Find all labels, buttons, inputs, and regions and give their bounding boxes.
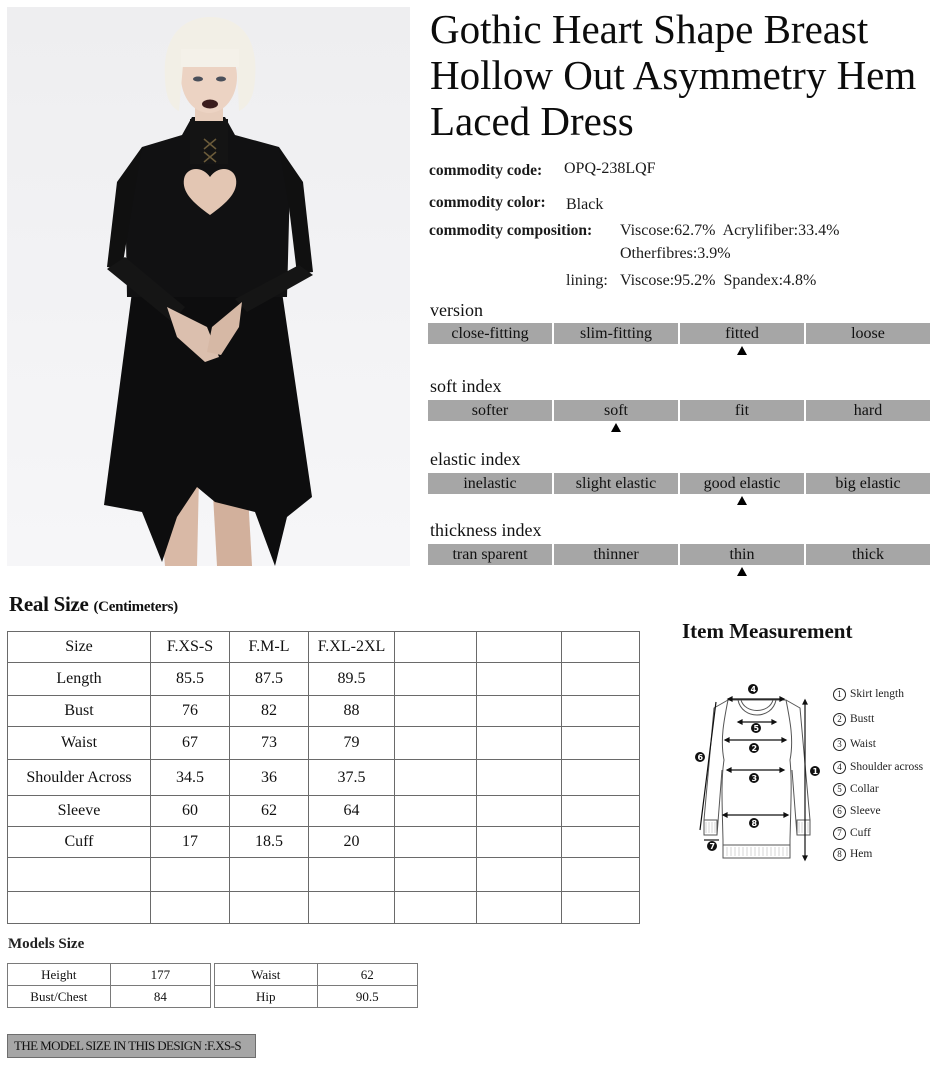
table-cell: 87.5 — [230, 663, 309, 696]
commodity-color-value: Black — [566, 196, 604, 213]
index-option: big elastic — [806, 473, 930, 494]
selected-indicator-icon — [611, 423, 621, 432]
legend-item — [833, 827, 871, 840]
measurement-label: Hip — [215, 986, 318, 1008]
table-cell — [309, 858, 395, 892]
table-row — [8, 858, 640, 892]
table-cell: Shoulder Across — [8, 760, 151, 796]
table-row — [8, 696, 640, 727]
table-cell: 36 — [230, 760, 309, 796]
models-size-title: Models Size — [8, 936, 85, 952]
lining-value: Viscose:95.2% Spandex:4.8% — [620, 272, 817, 289]
composition-line-2: Otherfibres:3.9% — [620, 245, 731, 262]
index-option: hard — [806, 400, 930, 421]
table-row — [8, 663, 640, 696]
legend-label: Sleeve — [850, 805, 881, 817]
garment-measurement-diagram — [690, 680, 825, 865]
table-cell: 37.5 — [309, 760, 395, 796]
table-cell: 64 — [309, 796, 395, 827]
svg-text:2: 2 — [751, 744, 758, 753]
size-table — [7, 631, 640, 924]
table-cell — [395, 632, 477, 663]
table-cell — [395, 696, 477, 727]
table-cell: 88 — [309, 696, 395, 727]
table-cell: 67 — [151, 727, 230, 760]
table-cell: F.M-L — [230, 632, 309, 663]
measurement-label: Bust/Chest — [8, 986, 111, 1008]
table-row — [8, 727, 640, 760]
measurement-value: 62 — [317, 964, 418, 986]
index-option: close-fitting — [428, 323, 552, 344]
table-cell — [562, 632, 640, 663]
index-scale-bar — [428, 544, 930, 565]
item-measurement-title: Item Measurement — [682, 619, 853, 643]
table-cell — [151, 858, 230, 892]
svg-text:6: 6 — [697, 753, 704, 762]
svg-text:3: 3 — [751, 774, 758, 783]
selected-indicator-icon — [737, 496, 747, 505]
table-row — [8, 827, 640, 858]
index-scale-bar — [428, 473, 930, 494]
table-cell — [395, 827, 477, 858]
legend-item — [833, 848, 872, 861]
table-cell: 85.5 — [151, 663, 230, 696]
table-cell — [395, 858, 477, 892]
table-cell — [477, 696, 562, 727]
table-cell — [395, 796, 477, 827]
table-row — [8, 760, 640, 796]
index-option: thinner — [554, 544, 678, 565]
commodity-composition-label: commodity composition: — [429, 222, 593, 239]
models-size-table-right — [214, 963, 418, 1008]
table-cell: 82 — [230, 696, 309, 727]
index-option: fitted — [680, 323, 804, 344]
models-size-table-left — [7, 963, 211, 1008]
table-cell: F.XL-2XL — [309, 632, 395, 663]
commodity-code-label: commodity code: — [429, 162, 543, 179]
legend-item — [833, 688, 904, 701]
index-option: tran sparent — [428, 544, 552, 565]
table-cell — [8, 892, 151, 924]
table-cell — [230, 858, 309, 892]
table-cell: 89.5 — [309, 663, 395, 696]
size-table-header — [8, 632, 640, 663]
table-cell: Size — [8, 632, 151, 663]
table-cell — [562, 796, 640, 827]
table-row — [8, 964, 211, 986]
table-cell: Cuff — [8, 827, 151, 858]
table-cell: 60 — [151, 796, 230, 827]
legend-label: Collar — [850, 783, 879, 795]
table-cell — [562, 696, 640, 727]
table-cell — [477, 827, 562, 858]
measurement-label: Height — [8, 964, 111, 986]
index-title: thickness index — [430, 520, 542, 540]
table-cell — [477, 760, 562, 796]
table-row — [8, 986, 211, 1008]
table-cell: Waist — [8, 727, 151, 760]
number-circle-icon: 1 — [833, 688, 846, 701]
index-option: thin — [680, 544, 804, 565]
table-cell — [562, 892, 640, 924]
index-option: slight elastic — [554, 473, 678, 494]
table-cell — [477, 892, 562, 924]
table-cell — [477, 796, 562, 827]
table-cell: 79 — [309, 727, 395, 760]
product-photo — [7, 7, 410, 566]
table-cell — [562, 663, 640, 696]
table-row — [215, 964, 418, 986]
legend-item — [833, 713, 874, 726]
index-option: thick — [806, 544, 930, 565]
index-option: fit — [680, 400, 804, 421]
product-title: Gothic Heart Shape Breast Hollow Out Asymmetry Hem Laced Dress — [430, 6, 917, 144]
table-cell — [562, 858, 640, 892]
index-option: softer — [428, 400, 552, 421]
model-size-banner: THE MODEL SIZE IN THIS DESIGN :F.XS-S — [7, 1034, 256, 1058]
table-row — [215, 986, 418, 1008]
number-circle-icon: 3 — [833, 738, 846, 751]
table-cell: F.XS-S — [151, 632, 230, 663]
number-circle-icon: 2 — [833, 713, 846, 726]
index-scale-bar — [428, 400, 930, 421]
table-cell — [477, 727, 562, 760]
svg-text:5: 5 — [753, 724, 760, 733]
table-cell — [477, 858, 562, 892]
index-option: good elastic — [680, 473, 804, 494]
table-cell — [395, 727, 477, 760]
legend-item — [833, 761, 923, 774]
table-cell: Bust — [8, 696, 151, 727]
index-option: loose — [806, 323, 930, 344]
legend-label: Skirt length — [850, 688, 904, 700]
table-cell — [562, 827, 640, 858]
svg-text:7: 7 — [709, 842, 716, 851]
index-option: soft — [554, 400, 678, 421]
table-cell: 76 — [151, 696, 230, 727]
table-cell — [477, 632, 562, 663]
number-circle-icon: 8 — [833, 848, 846, 861]
legend-item — [833, 738, 876, 751]
number-circle-icon: 6 — [833, 805, 846, 818]
measurement-value: 177 — [110, 964, 210, 986]
index-option: slim-fitting — [554, 323, 678, 344]
table-cell: 17 — [151, 827, 230, 858]
svg-text:1: 1 — [812, 767, 819, 776]
legend-label: Cuff — [850, 827, 871, 839]
table-cell: 34.5 — [151, 760, 230, 796]
measurement-label: Waist — [215, 964, 318, 986]
index-scale-bar — [428, 323, 930, 344]
legend-label: Shoulder across — [850, 761, 924, 773]
measurement-value: 84 — [110, 986, 210, 1008]
model-illustration — [7, 7, 410, 566]
table-cell — [395, 760, 477, 796]
svg-text:8: 8 — [751, 819, 758, 828]
table-cell — [230, 892, 309, 924]
table-cell: 20 — [309, 827, 395, 858]
legend-label: Hem — [850, 848, 873, 860]
table-cell — [8, 858, 151, 892]
number-circle-icon: 5 — [833, 783, 846, 796]
table-row — [8, 892, 640, 924]
legend-item — [833, 805, 881, 818]
real-size-heading: Real Size — [9, 592, 89, 616]
commodity-code-value: OPQ-238LQF — [564, 160, 656, 177]
real-size-title — [9, 592, 178, 617]
table-cell — [562, 727, 640, 760]
selected-indicator-icon — [737, 567, 747, 576]
table-cell — [562, 760, 640, 796]
commodity-color-label: commodity color: — [429, 194, 546, 211]
composition-line-1: Viscose:62.7% Acrylifiber:33.4% — [620, 222, 840, 239]
real-size-unit: (Centimeters) — [93, 599, 178, 615]
table-cell: 62 — [230, 796, 309, 827]
table-cell: Sleeve — [8, 796, 151, 827]
table-cell: 18.5 — [230, 827, 309, 858]
number-circle-icon: 7 — [833, 827, 846, 840]
selected-indicator-icon — [737, 346, 747, 355]
index-option: inelastic — [428, 473, 552, 494]
table-cell: Length — [8, 663, 151, 696]
table-cell — [395, 892, 477, 924]
index-title: elastic index — [430, 449, 521, 469]
legend-label: Bustt — [850, 713, 875, 725]
table-cell — [151, 892, 230, 924]
table-cell — [309, 892, 395, 924]
index-title: version — [430, 300, 483, 320]
table-cell — [477, 663, 562, 696]
table-cell — [395, 663, 477, 696]
legend-item — [833, 783, 879, 796]
lining-label: lining: — [566, 272, 608, 289]
svg-text:4: 4 — [750, 685, 757, 694]
index-title: soft index — [430, 376, 502, 396]
table-row — [8, 796, 640, 827]
number-circle-icon: 4 — [833, 761, 846, 774]
measurement-value: 90.5 — [317, 986, 418, 1008]
table-cell: 73 — [230, 727, 309, 760]
legend-label: Waist — [850, 738, 876, 750]
